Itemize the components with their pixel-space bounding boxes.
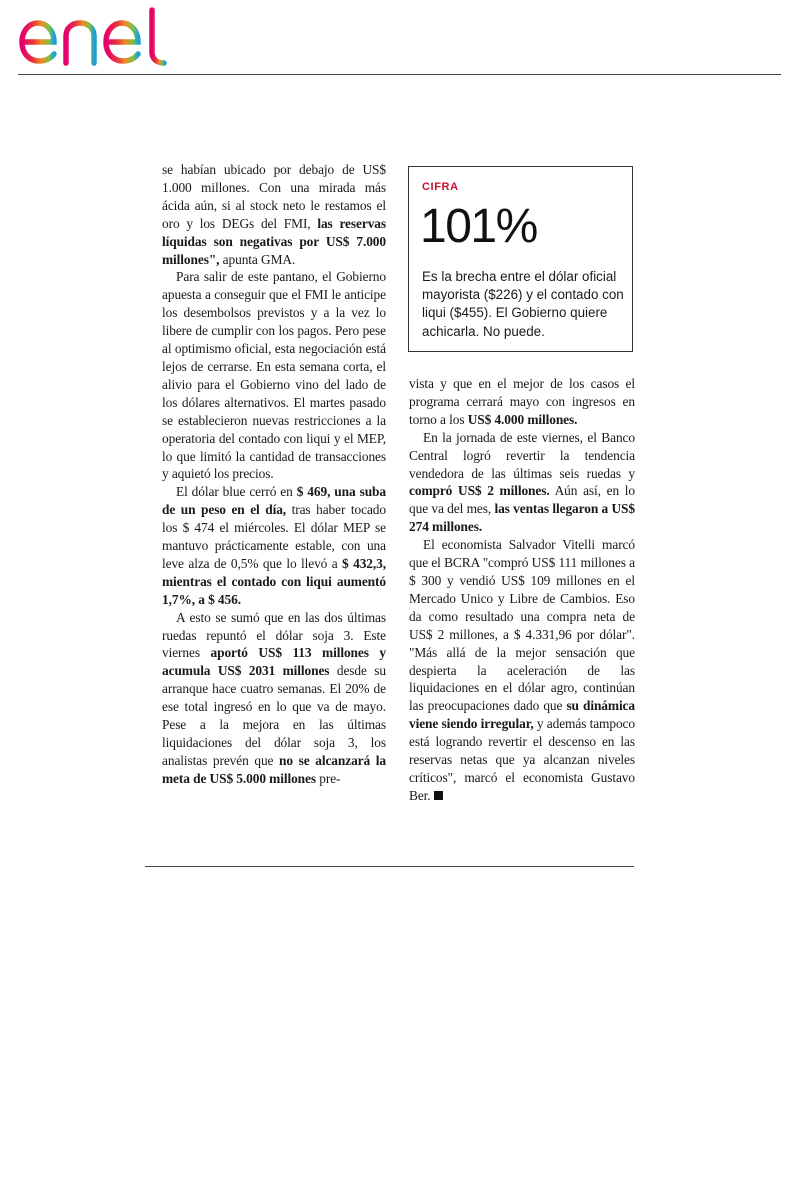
bold-text-run: $ 469, una suba de un peso en el día, bbox=[162, 484, 386, 518]
text-run: pre- bbox=[316, 770, 341, 786]
paragraph bbox=[409, 429, 635, 536]
article-column-left bbox=[162, 161, 386, 788]
cifra-label: CIFRA bbox=[422, 181, 459, 193]
text-run: El dólar blue cerró en bbox=[176, 484, 297, 500]
bold-text-run: $ 432,3, mientras el contado con liqui aumentó 1,7%, a $ 456. bbox=[162, 555, 386, 607]
enel-logo bbox=[18, 6, 183, 68]
bold-text-run: US$ 4.000 millones. bbox=[467, 411, 578, 427]
text-run: tras haber tocado los $ 474 el miércoles. El dólar MEP se mantuvo prácticamente estable, con una leve alza de 0,5% que lo llevó a bbox=[162, 502, 386, 571]
paragraph bbox=[162, 609, 386, 788]
cifra-caption: Es la brecha entre el dólar oficial mayorista ($226) y el contado con liqui ($455). El Gobierno quiere achicarla. No puede. bbox=[422, 269, 624, 339]
text-run: Aún así, en lo que va del mes, bbox=[409, 483, 635, 517]
text-run: vista y que en el mejor de los casos el programa cerrará mayo con ingresos en torno a los bbox=[409, 376, 635, 427]
paragraph bbox=[409, 536, 635, 805]
footer-divider bbox=[145, 866, 634, 867]
bold-text-run: su dinámica viene siendo irregular, bbox=[409, 698, 635, 732]
paragraph bbox=[162, 161, 386, 268]
bold-text-run: aportó US$ 113 millones y acumula US$ 2031 millones bbox=[162, 645, 386, 679]
bold-text-run: las ventas llegaron a US$ 274 millones. bbox=[409, 501, 635, 535]
cifra-box bbox=[408, 166, 633, 352]
bold-text-run: las reservas líquidas son negativas por US$ 7.000 millones", bbox=[162, 215, 387, 267]
paragraph bbox=[162, 483, 386, 608]
paragraph bbox=[162, 268, 386, 483]
paragraph bbox=[409, 375, 635, 429]
article-column-right bbox=[409, 375, 635, 805]
text-run: se habían ubicado por debajo de US$ 1.000 millones. Con una mirada más ácida aún, si al stock neto le restamos el oro y los DEGs del FMI, bbox=[162, 162, 386, 231]
text-run: A esto se sumó que en las dos últimas ruedas repuntó el dólar soja 3. Este viernes bbox=[162, 609, 386, 661]
bold-text-run: compró US$ 2 millones. bbox=[409, 483, 550, 499]
text-run: Para salir de este pantano, el Gobierno apuesta a conseguir que el FMI le anticipe los desembolsos previstos y a la vez lo libere de cumplir con los pagos. Pero pese al optimismo oficial, esta negociación está lejos de cerrarse. En esta semana corta, el alivio para el Gobierno vino del lado de los dólares alternativos. El martes pasado se establecieron nuevas restricciones a la operatoria del contado con liqui y el MEP, lo que limitó la cantidad de transacciones y aquietó los precios. bbox=[162, 269, 386, 482]
cifra-figure: 101% bbox=[420, 200, 537, 253]
bold-text-run: no se alcanzará la meta de US$ 5.000 millones bbox=[162, 752, 386, 786]
text-run: desde su arranque hace cuatro semanas. El 20% de ese total ingresó en lo que va de mayo. Pese a la mejora en las últimas liquidaciones del dólar soja 3, los analistas prevén que bbox=[162, 663, 386, 768]
header-divider bbox=[18, 74, 781, 75]
text-run: y además tampoco está logrando revertir el descenso en las reservas netas que ya alcanzan niveles críticos", marcó el economista Gustavo Ber. bbox=[409, 716, 635, 803]
end-of-article-mark bbox=[434, 791, 443, 800]
text-run: apunta GMA. bbox=[219, 251, 296, 267]
text-run: El economista Salvador Vitelli marcó que el BCRA "compró US$ 111 millones a $ 300 y vendió US$ 109 millones en el Mercado Unico y Libre de Cambios. Eso da como resultado una compra neta de US$ 2 millones, a $ 4.331,96 por dólar". "Más allá de la mejor sensación que despierta la aceleración de las liquidaciones en el dólar agro, continúan las preocupaciones dado que bbox=[409, 537, 635, 714]
text-run: En la jornada de este viernes, el Banco Central logró revertir la tendencia vendedora de las últimas seis ruedas y bbox=[409, 429, 635, 481]
